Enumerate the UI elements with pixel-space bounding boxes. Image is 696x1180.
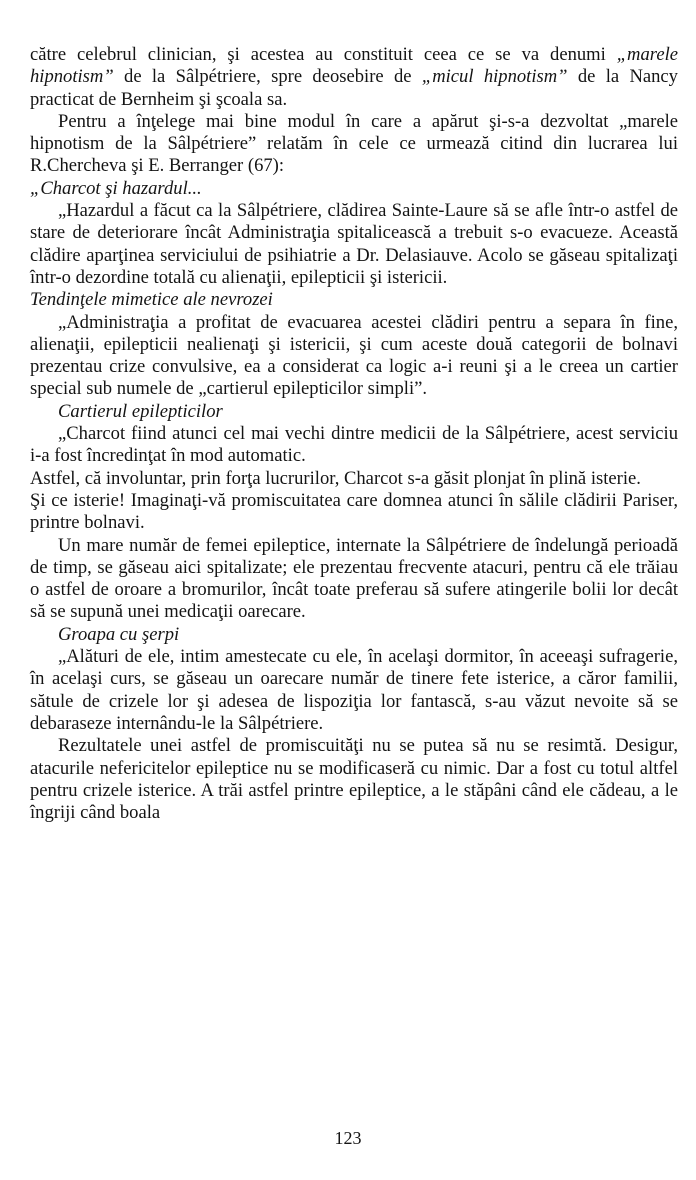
paragraph bbox=[30, 646, 678, 735]
text-run: Pentru a înţelege mai bine modul în care a apărut şi-s-a dezvoltat „marele hipnotism de la Sâlpétriere” relatăm în cele ce urmează citind din lucrarea lui R.Chercheva şi E. Berranger (67): bbox=[30, 110, 678, 177]
text-run: de la Nancy practicat de Bernheim şi şcoala sa. bbox=[30, 66, 678, 110]
section-heading: „Charcot şi hazardul... bbox=[30, 177, 202, 199]
text-run: „Charcot fiind atunci cel mai vechi dintre medicii de la Sâlpétriere, acest serviciu i-a fost încredinţat în mod automatic. bbox=[30, 423, 678, 467]
paragraph bbox=[30, 200, 678, 289]
text-run: „Hazardul a făcut ca la Sâlpétriere, clădirea Sainte-Laure să se afle într-o astfel de stare de deteriorare încât Administraţia spitalicească a trebuit s-o evacueze. Această clădire aparţinea serviciului de psihiatrie a Dr. Delasiauve. Acolo se găseau spitalizaţi într-o dezordine totală cu alienaţii, epilepticii şi istericii. bbox=[30, 200, 678, 288]
paragraph bbox=[30, 44, 678, 111]
italic-phrase: „micul hipnotism” bbox=[421, 66, 568, 88]
paragraph bbox=[30, 423, 678, 468]
paragraph bbox=[30, 735, 678, 824]
text-run: Un mare număr de femei epileptice, internate la Sâlpétriere de îndelungă perioadă de timp, se găseau aici spitalizate; ele prezentau frecvente atacuri, pentru că ele trăiau o astfel de oroare a bromurilor, încât toate preferau să sufere atingerile bolii lor decât să se supună unei medicaţii oarecare. bbox=[30, 534, 678, 623]
paragraph bbox=[30, 111, 678, 178]
text-run: Şi ce isterie! Imaginaţi-vă promiscuitatea care domnea atunci în sălile clădirii Pariser, printre bolnavi. bbox=[30, 489, 678, 534]
paragraph bbox=[30, 312, 678, 401]
section-heading: Groapa cu şerpi bbox=[58, 623, 180, 645]
paragraph bbox=[30, 535, 678, 624]
text-run: „Administraţia a profitat de evacuarea acestei clădiri pentru a separa în fine, alienaţii, epilepticii nealienaţi şi istericii, şi cum aceste două categorii de bolnavi prezentau crize convulsive, ea a considerat ca logic a-i reuni şi a le creea un cartier special sub numele de „cartierul epilepticilor simpli”. bbox=[30, 311, 678, 400]
text-run: Astfel, că involuntar, prin forţa lucrurilor, Charcot s-a găsit plonjat în plină isterie. bbox=[30, 467, 641, 489]
page-number: 123 bbox=[334, 1128, 362, 1148]
paragraph bbox=[30, 490, 678, 535]
text-run: către celebrul clinician, şi acestea au constituit ceea ce se va denumi bbox=[30, 44, 617, 65]
paragraph bbox=[30, 468, 678, 490]
italic-phrase: „marele hipnotism” bbox=[30, 44, 678, 88]
text-run: Rezultatele unei astfel de promiscuităţi nu se putea să nu se resimtă. Desigur, atacurile nefericitelor epileptice nu se modificaseră cu nimic. Dar a fost cu totul altfel pentru crizele isterice. A trăi astfel printre epileptice, a le stăpâni când ele cădeau, a le îngriji când boala bbox=[30, 735, 678, 824]
section-heading: Cartierul epilepticilor bbox=[58, 400, 223, 422]
page-body bbox=[30, 44, 678, 824]
text-run: de la Sâlpétriere, spre deosebire de bbox=[113, 66, 422, 88]
text-run: „Alături de ele, intim amestecate cu ele, în acelaşi dormitor, în aceeaşi sufragerie, în acelaşi curs, se găseau un oarecare număr de tinere fete isterice, a căror familii, sătule de crizele lor şi adesea de lispoziţia lor fantască, s-au văzut nevoite să se debaraseze internându-le la Sâlpétriere. bbox=[30, 646, 678, 734]
section-heading: Tendinţele mimetice ale nevrozei bbox=[30, 289, 273, 311]
